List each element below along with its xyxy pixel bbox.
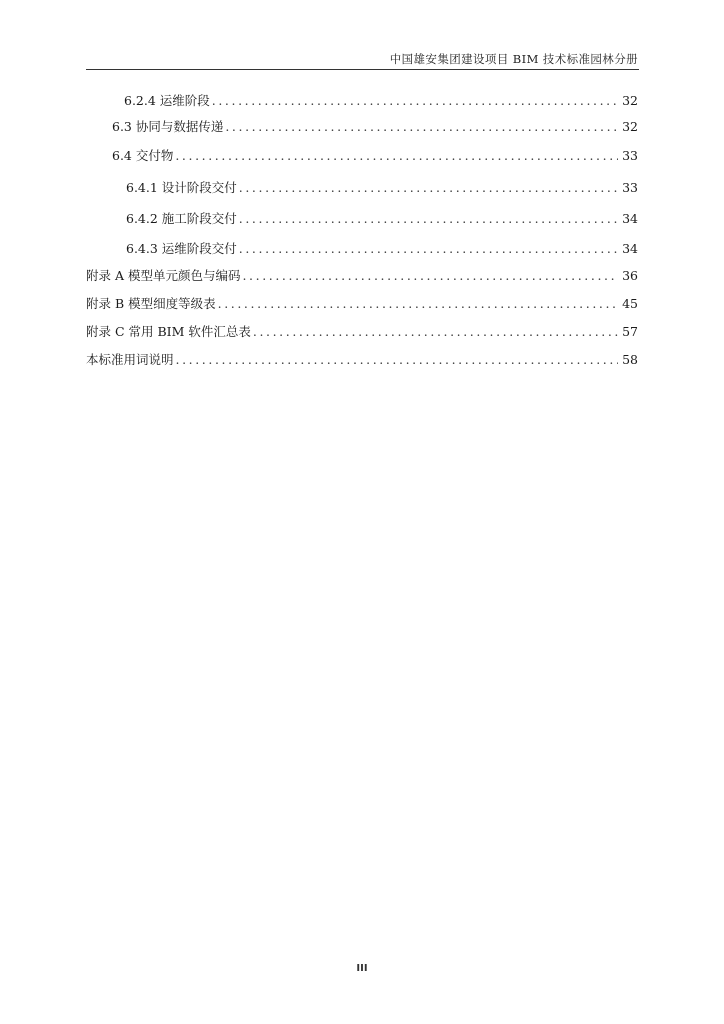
toc-entry-title: 附录 A 模型单元颜色与编码 — [86, 268, 241, 283]
toc-entry-6-2-4[interactable] — [124, 92, 638, 110]
toc-entry-page: 36 — [622, 268, 638, 283]
toc-dot-leader — [225, 118, 618, 136]
toc-entry-appendix-a[interactable] — [86, 267, 638, 285]
header-divider — [86, 69, 639, 70]
toc-entry-page: 45 — [622, 296, 638, 311]
toc-entry-page: 32 — [622, 93, 638, 108]
toc-dot-leader — [239, 240, 618, 258]
toc-entry-6-3[interactable] — [112, 118, 638, 136]
toc-entry-page: 57 — [622, 324, 638, 339]
page-number: III — [356, 963, 368, 974]
toc-dot-leader — [176, 351, 618, 369]
toc-entry-page: 58 — [622, 352, 638, 367]
toc-entry-title: 6.4.1 设计阶段交付 — [126, 180, 237, 195]
toc-dot-leader — [218, 295, 618, 313]
toc-entry-page: 32 — [622, 119, 638, 134]
toc-dot-leader — [239, 179, 618, 197]
toc-entry-page: 33 — [622, 148, 638, 163]
toc-entry-title: 本标准用词说明 — [86, 352, 174, 367]
toc-entry-page: 34 — [622, 241, 638, 256]
toc-entry-appendix-b[interactable] — [86, 295, 638, 313]
toc-entry-page: 34 — [622, 211, 638, 226]
toc-entry-title: 附录 B 模型细度等级表 — [86, 296, 216, 311]
toc-entry-appendix-c[interactable] — [86, 323, 638, 341]
toc-entry-6-4-1[interactable] — [126, 179, 638, 197]
toc-entry-title: 6.4 交付物 — [112, 148, 174, 163]
toc-dot-leader — [242, 267, 618, 285]
toc-entry-title: 6.4.2 施工阶段交付 — [126, 211, 237, 226]
toc-dot-leader — [212, 92, 618, 110]
toc-entry-title: 附录 C 常用 BIM 软件汇总表 — [86, 324, 251, 339]
toc-entry-6-4[interactable] — [112, 147, 638, 165]
toc-entry-title: 6.3 协同与数据传递 — [112, 119, 224, 134]
toc-entry-terminology[interactable] — [86, 351, 638, 369]
toc-entry-title: 6.2.4 运维阶段 — [124, 93, 210, 108]
toc-entry-page: 33 — [622, 180, 638, 195]
toc-dot-leader — [253, 323, 618, 341]
toc-dot-leader — [239, 210, 618, 228]
toc-entry-title: 6.4.3 运维阶段交付 — [126, 241, 237, 256]
toc-entry-6-4-3[interactable] — [126, 240, 638, 258]
header-title: 中国雄安集团建设项目 BIM 技术标准园林分册 — [389, 52, 638, 66]
toc-entry-6-4-2[interactable] — [126, 210, 638, 228]
toc-dot-leader — [175, 147, 618, 165]
